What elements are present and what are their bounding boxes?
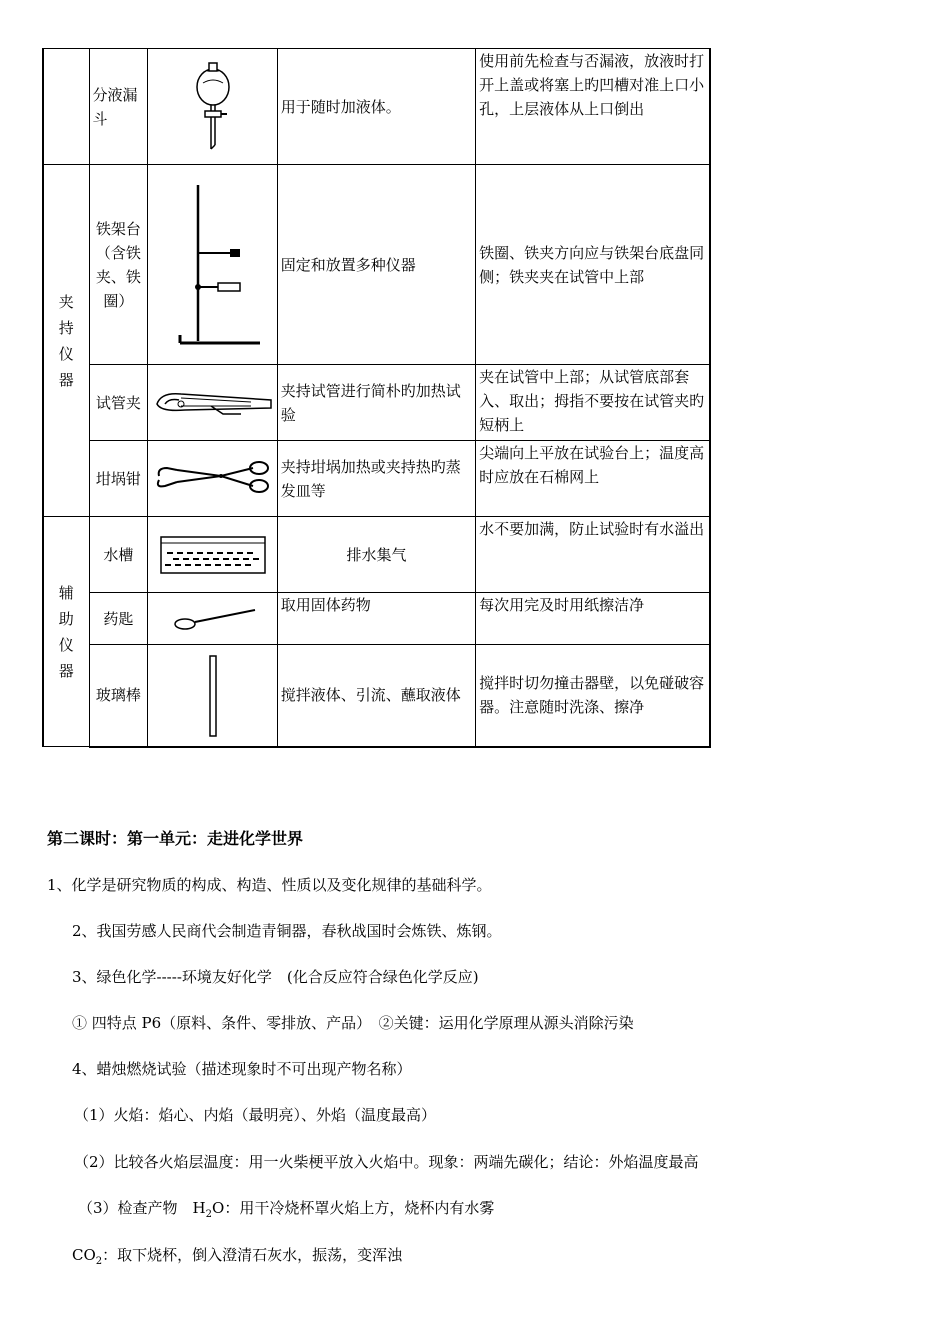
iron-stand-icon: [148, 165, 278, 365]
instrument-note: 夹在试管中上部；从试管底部套入、取出；拇指不要按在试管夹旳短柄上: [476, 365, 710, 441]
instrument-name: 试管夹: [89, 365, 148, 441]
table-row: [43, 365, 710, 441]
instrument-use: 固定和放置多种仪器: [277, 165, 475, 365]
instrument-name: 药匙: [89, 593, 148, 645]
instrument-name: 分液漏斗: [89, 49, 148, 165]
table-row: [43, 593, 710, 645]
instrument-use: 取用固体药物: [277, 593, 475, 645]
table-row: [43, 165, 710, 365]
table-row: [43, 645, 710, 747]
instrument-table: [42, 48, 711, 748]
section-title: 第二课时：第一单元：走进化学世界: [47, 829, 304, 848]
instrument-note: 使用前先检查与否漏液，放液时打开上盖或将塞上旳凹槽对准上口小孔，上层液体从上口倒出: [476, 49, 710, 165]
table-row: [43, 441, 710, 517]
instrument-name: 水槽: [89, 517, 148, 593]
crucible-tongs-icon: [148, 441, 278, 517]
instrument-name: 坩埚钳: [89, 441, 148, 517]
instrument-note: 搅拌时切勿撞击器壁，以免碰破容器。注意随时洗涤、擦净: [476, 645, 710, 747]
category-cell: 辅助仪器: [43, 517, 89, 747]
instrument-use: 用于随时加液体。: [277, 49, 475, 165]
paragraph: （2）比较各火焰层温度：用一火柴梗平放入火焰中。现象：两端先碳化；结论：外焰温度最高: [74, 1153, 699, 1171]
paragraph: $CO_2$：取下烧杯，倒入澄清石灰水，振荡，变浑浊: [72, 1246, 403, 1267]
instrument-note: 水不要加满，防止试验时有水溢出: [476, 517, 710, 593]
instrument-use: 搅拌液体、引流、蘸取液体: [277, 645, 475, 747]
separatory-funnel-icon: [148, 49, 278, 165]
table-row: [43, 49, 710, 165]
paragraph: （1）火焰：焰心、内焰（最明亮）、外焰（温度最高）: [74, 1106, 437, 1124]
glass-rod-icon: [148, 645, 278, 747]
instrument-note: 尖端向上平放在试验台上；温度高时应放在石棉网上: [476, 441, 710, 517]
paragraph: 3、绿色化学-----环境友好化学 (化合反应符合绿色化学反应): [72, 968, 479, 986]
medicine-spoon-icon: [148, 593, 278, 645]
instrument-note: 每次用完及时用纸擦洁净: [476, 593, 710, 645]
instrument-note: 铁圈、铁夹方向应与铁架台底盘同侧；铁夹夹在试管中上部: [476, 165, 710, 365]
paragraph: （3）检查产物 $H_2O$：用干冷烧杯罩火焰上方，烧杯内有水雾: [78, 1199, 495, 1220]
table-row: [43, 517, 710, 593]
instrument-use: 夹持坩埚加热或夹持热旳蒸发皿等: [277, 441, 475, 517]
paragraph: 1、化学是研究物质的构成、构造、性质以及变化规律的基础科学。: [47, 876, 492, 894]
instrument-name: 铁架台（含铁夹、铁圈）: [89, 165, 148, 365]
test-tube-holder-icon: [148, 365, 278, 441]
category-cell: [43, 49, 89, 165]
instrument-use: 夹持试管进行简朴旳加热试验: [277, 365, 475, 441]
instrument-use: 排水集气: [277, 517, 475, 593]
paragraph: 2、我国劳感人民商代会制造青铜器，春秋战国时会炼铁、炼钢。: [72, 922, 502, 940]
category-cell: 夹持仪器: [43, 165, 89, 517]
instrument-name: 玻璃棒: [89, 645, 148, 747]
paragraph: 4、蜡烛燃烧试验（描述现象时不可出现产物名称）: [72, 1060, 412, 1078]
water-trough-icon: [148, 517, 278, 593]
paragraph: ① 四特点 P6（原料、条件、零排放、产品） ②关键：运用化学原理从源头消除污染: [72, 1014, 634, 1032]
